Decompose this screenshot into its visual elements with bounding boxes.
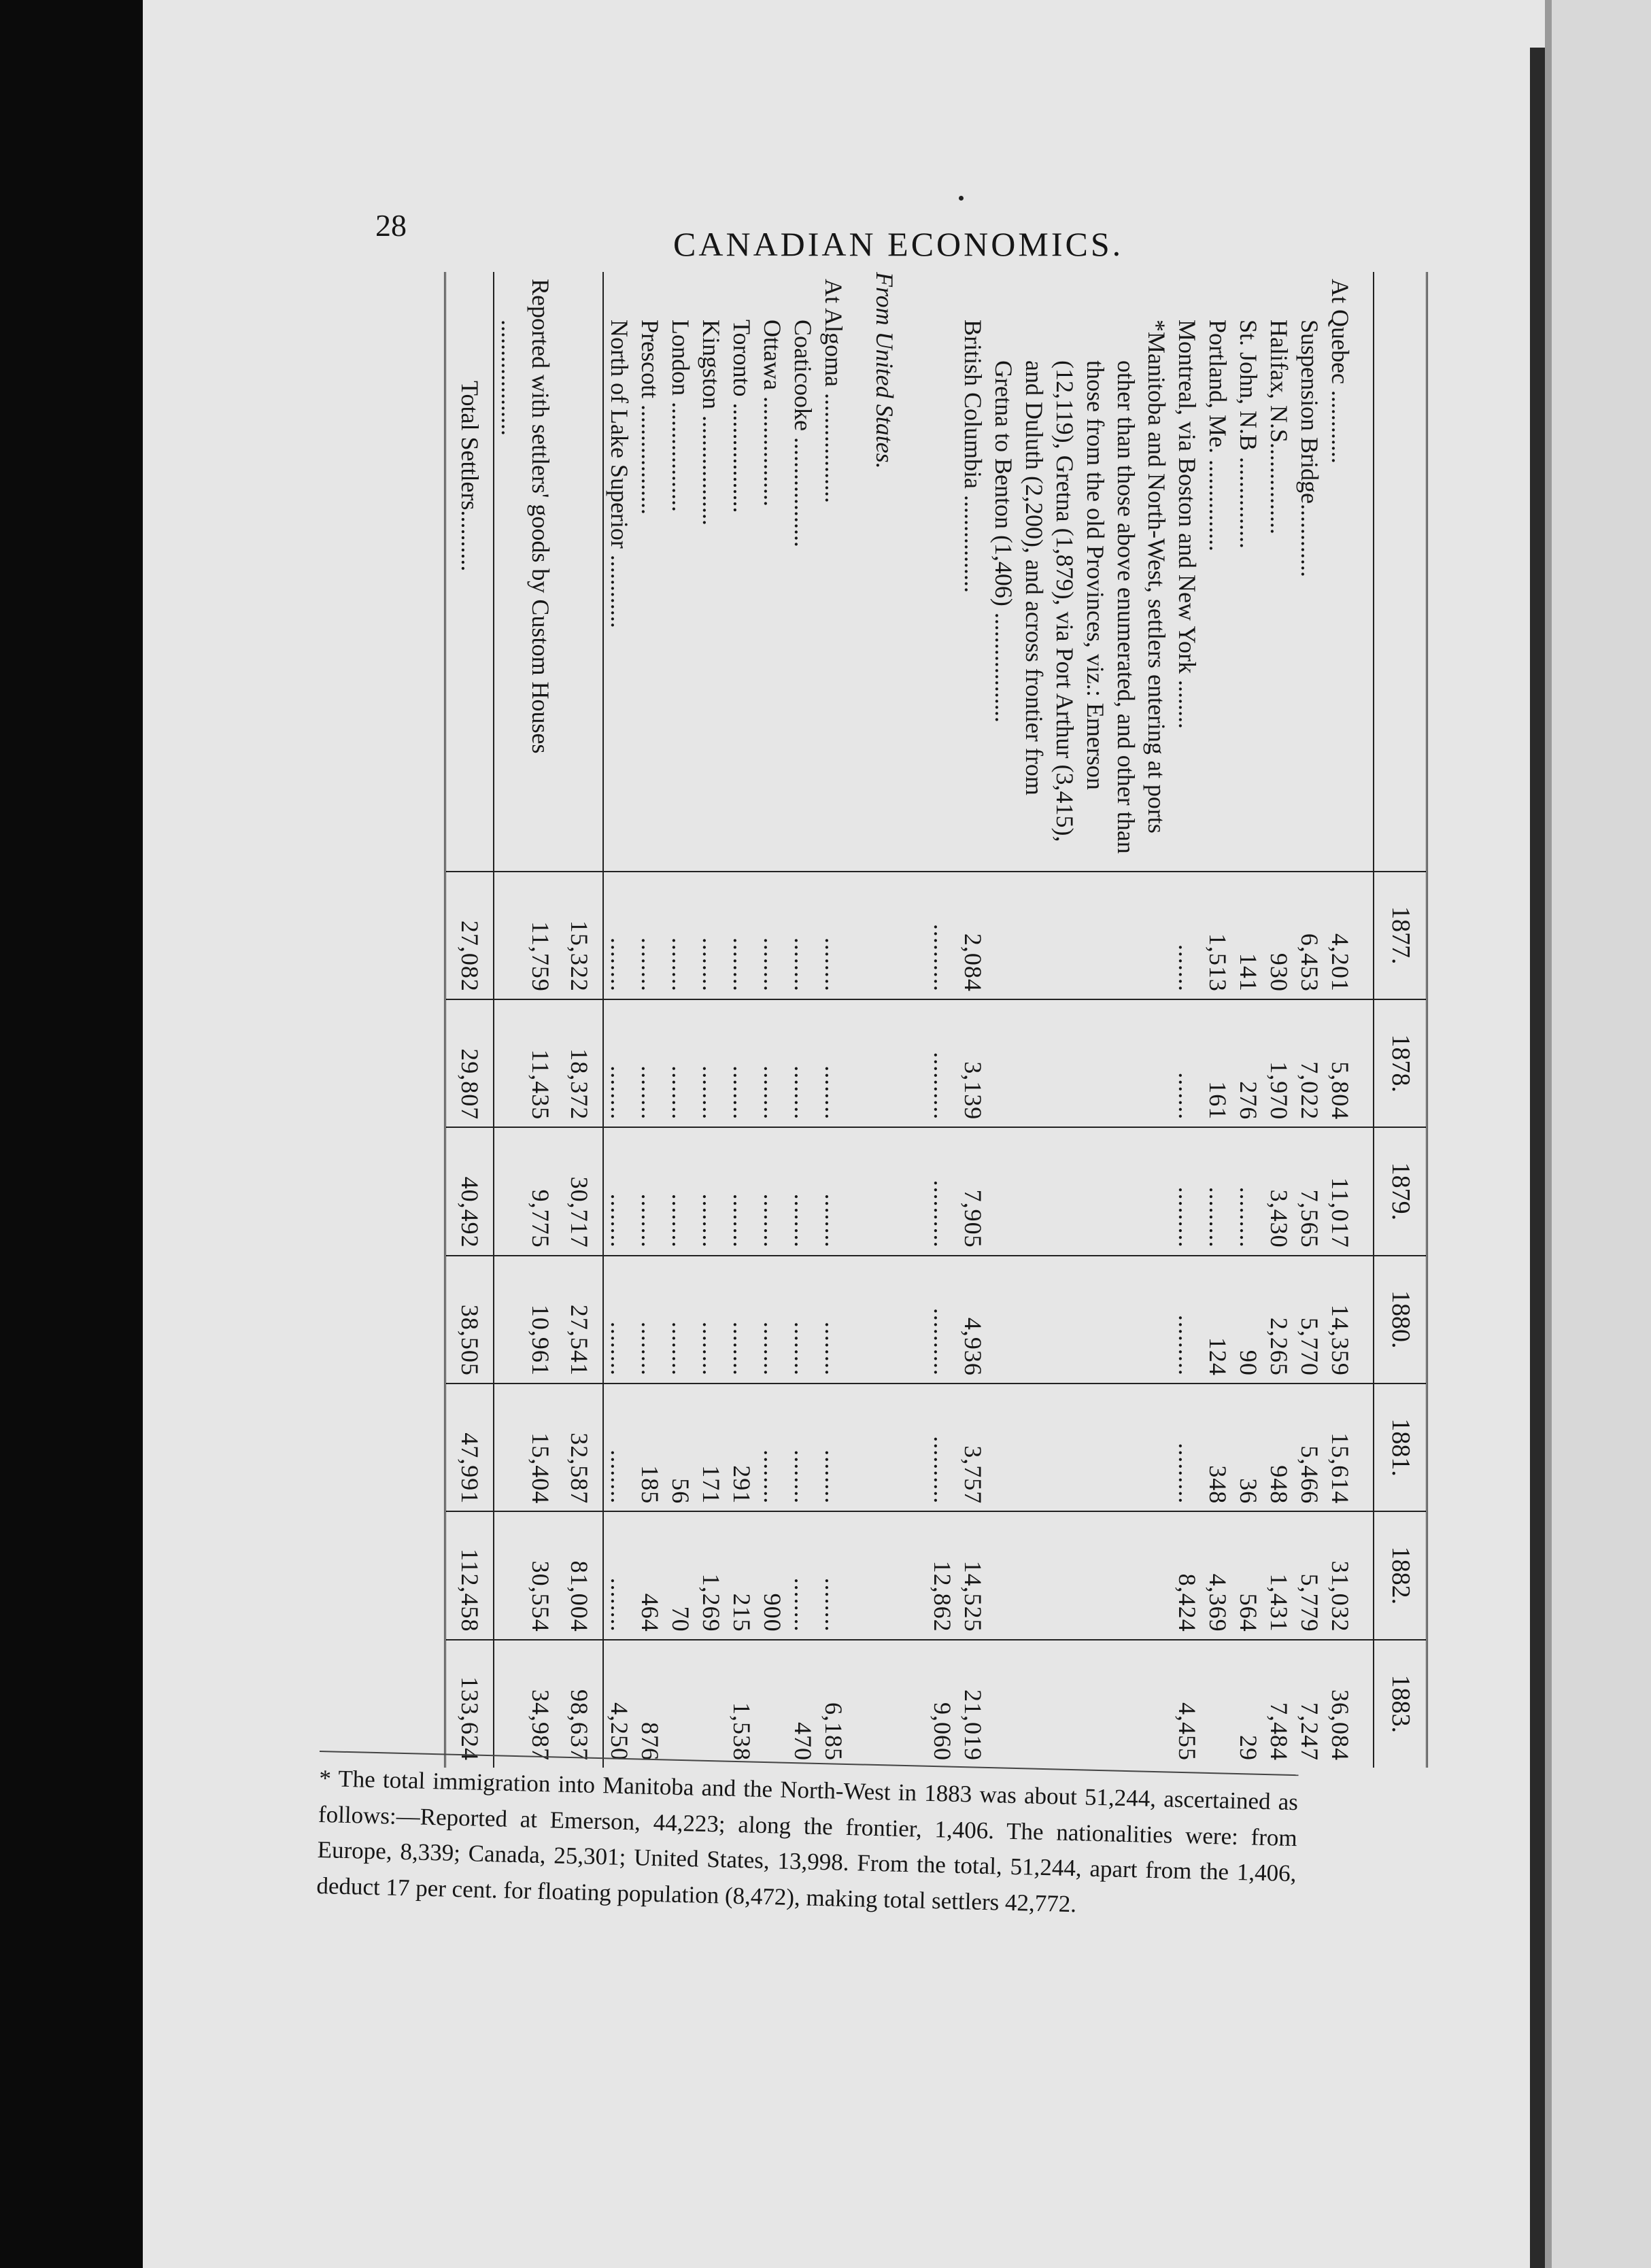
label-portland: Portland, Me. ............... <box>1204 320 1232 551</box>
ports-1877: 4,201 6,453 930 141 1,513 ....... <box>989 872 1374 999</box>
label-london: London .................. <box>667 320 695 512</box>
from-united-states-heading: From United States. <box>871 272 899 469</box>
header-1879: 1879. <box>1374 1127 1427 1255</box>
ports-1882: 31,032 5,779 1,431 564 4,369 8,424 <box>989 1511 1374 1639</box>
table-row-ports <box>989 272 1374 1768</box>
subtotal-1882: 81,004 <box>556 1511 604 1639</box>
us-ports-labels <box>604 272 849 872</box>
footnote: * The total immigration into Manitoba and the North-West in 1883 was about 51,244, ascertained as follows:—Reported at Emerson, 44,223; along the frontier, 1,406. The nationalities were: from Europe, 8,339; Canada, 25,301; United States, 13,998. From the total, 51,244, apart from the 1,406, deduct 17 per cent. for floating population (8,472), making total settlers 42,772. <box>316 1764 1299 1917</box>
label-toronto: Toronto .................. <box>728 320 756 513</box>
subtotal-1879: 30,717 <box>556 1127 604 1255</box>
label-quebec: At Quebec ............ <box>1327 279 1355 464</box>
us-1882: ........ ........ 900 215 1,269 70 464 ........ <box>604 1511 849 1639</box>
header-1882: 1882. <box>1374 1511 1427 1639</box>
bc-1880: 4,936 .......... <box>927 1256 989 1384</box>
customs-1879: 9,775 <box>494 1127 556 1255</box>
table-row-us-ports <box>604 272 849 1768</box>
bc-1878: 3,139 .......... <box>927 999 989 1127</box>
total-1880: 38,505 <box>445 1256 494 1384</box>
ports-1878: 5,804 7,022 1,970 276 161 ....... <box>989 999 1374 1127</box>
rotated-table <box>306 272 1428 1768</box>
page-number: 28 <box>375 208 407 243</box>
ports-labels <box>989 272 1374 872</box>
label-british-columbia: British Columbia ................ <box>959 320 987 594</box>
label-suspension-bridge: Suspension Bridge............ <box>1296 320 1324 578</box>
header-1880: 1880. <box>1374 1256 1427 1384</box>
header-1883: 1883. <box>1374 1640 1427 1768</box>
label-ottawa: Ottawa .................. <box>759 320 787 506</box>
running-head: CANADIAN ECONOMICS. <box>673 225 1124 263</box>
total-1877: 27,082 <box>445 872 494 999</box>
label-coaticooke: Coaticooke .................. <box>789 320 817 547</box>
bc-1877: 2,084 .......... <box>927 872 989 999</box>
label-manitoba: *Manitoba and North-West, settlers entering at ports other than those above enumerated, and other than those from the old Provinces, viz.: Emerson (12,119), Gretna (1,879), via Port Arthur (3,415), and Duluth (2,200), and across frontier from Gretna to Benton (1,406) .................. <box>990 320 1171 854</box>
us-1878: ........ ........ ........ ........ ........ ........ ........ ........ <box>604 999 849 1127</box>
us-1877: ........ ........ ........ ........ ........ ........ ........ ........ <box>604 872 849 999</box>
facing-page <box>1545 0 1651 2268</box>
ports-1879: 11,017 7,565 3,430 ......... ......... ......... <box>989 1127 1374 1255</box>
customs-1878: 11,435 <box>494 999 556 1127</box>
book-spine <box>1530 48 1545 2268</box>
customs-1883: 34,987 <box>494 1640 556 1768</box>
us-1880: ........ ........ ........ ........ ........ ........ ........ ........ <box>604 1256 849 1384</box>
subtotal-label <box>556 272 604 872</box>
total-1883: 133,624 <box>445 1640 494 1768</box>
header-1881: 1881. <box>1374 1384 1427 1511</box>
table-row-total-settlers <box>445 272 494 1768</box>
label-total-settlers: Total Settlers.......... <box>445 272 494 872</box>
label-prescott: Prescott .................. <box>636 320 664 515</box>
customs-1880: 10,961 <box>494 1256 556 1384</box>
subtotal-1883: 98,637 <box>556 1640 604 1768</box>
label-kingston: Kingston .................. <box>698 320 726 526</box>
table-row-subtotal <box>556 272 604 1768</box>
subtotal-1878: 18,372 <box>556 999 604 1127</box>
subtotal-1880: 27,541 <box>556 1256 604 1384</box>
header-row <box>1374 272 1427 1768</box>
customs-1877: 11,759 <box>494 872 556 999</box>
header-1878: 1878. <box>1374 999 1427 1127</box>
label-montreal: Montreal, via Boston and New York ........ <box>1174 320 1202 729</box>
ports-1881: 15,614 5,466 948 36 348 ......... <box>989 1384 1374 1511</box>
total-1882: 112,458 <box>445 1511 494 1639</box>
bc-1883: 21,019 9,060 <box>927 1640 989 1768</box>
table-row-british-columbia <box>927 272 989 1768</box>
customs-1881: 15,404 <box>494 1384 556 1511</box>
header-label <box>1374 272 1427 872</box>
total-1878: 29,807 <box>445 999 494 1127</box>
us-1883: 6,185 470 1,538 876 4,250 <box>604 1640 849 1768</box>
ports-1883: 36,084 7,247 7,484 29 4,455 <box>989 1640 1374 1768</box>
ink-dot <box>959 196 964 201</box>
table-row-from-us-heading <box>849 272 927 1768</box>
table-row-custom-houses <box>494 272 556 1768</box>
subtotal-1877: 15,322 <box>556 872 604 999</box>
subtotal-1881: 32,587 <box>556 1384 604 1511</box>
bc-1879: 7,905 .......... <box>927 1127 989 1255</box>
label-halifax: Halifax, N.S............... <box>1265 320 1293 534</box>
label-custom-houses: Reported with settlers' goods by Custom Houses ................... <box>496 279 555 754</box>
us-1879: ........ ........ ........ ........ ........ ........ ........ ........ <box>604 1127 849 1255</box>
customs-1882: 30,554 <box>494 1511 556 1639</box>
ports-1880: 14,359 5,770 2,265 90 124 ......... <box>989 1256 1374 1384</box>
total-1879: 40,492 <box>445 1127 494 1255</box>
label-st-john: St. John, N.B ............... <box>1235 320 1263 549</box>
immigration-table <box>445 272 1429 1768</box>
header-1877: 1877. <box>1374 872 1427 999</box>
label-north-of-lake-superior: North of Lake Superior ............ <box>606 320 634 628</box>
us-1881: ........ ........ ........ 291 171 56 185 ........ <box>604 1384 849 1511</box>
rotated-table-region <box>306 272 1428 1768</box>
total-1881: 47,991 <box>445 1384 494 1511</box>
bc-1882: 14,525 12,862 <box>927 1511 989 1639</box>
label-algoma: At Algoma .................. <box>820 279 848 503</box>
bc-1881: 3,757 .......... <box>927 1384 989 1511</box>
